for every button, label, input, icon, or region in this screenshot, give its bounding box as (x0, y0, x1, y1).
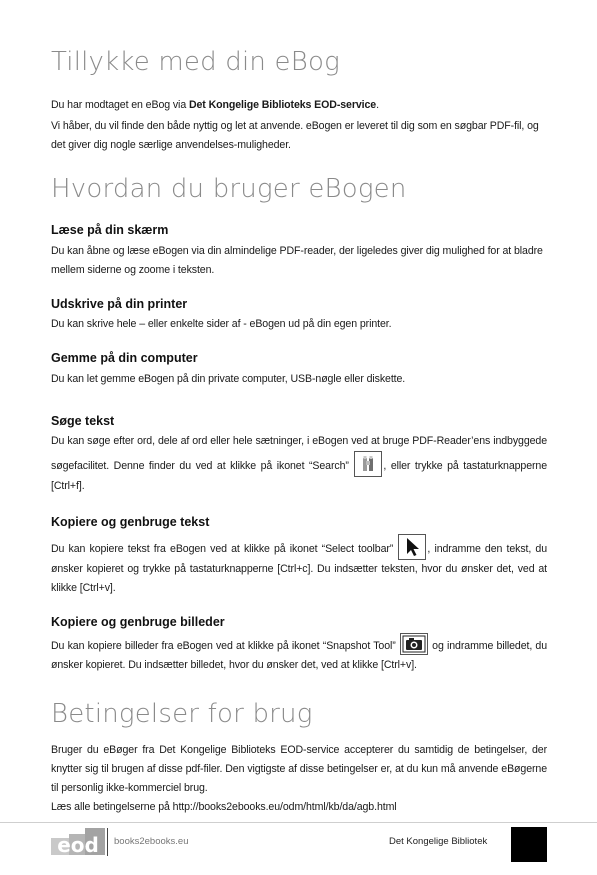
section-text-read: Du kan åbne og læse eBogen via din almindelige PDF-reader, der ligeledes giver dig mulighed for at bladre mellem siderne og zoome i teksten. (51, 245, 543, 276)
section-text-copy-images (51, 633, 547, 675)
terms-link-line[interactable]: Læs alle betingelserne på http://books2ebooks.eu/odm/html/kb/da/agb.html (51, 801, 397, 813)
copy-text-a: Du kan kopiere tekst fra eBogen ved at klikke på ikonet “Select toolbar” (51, 543, 394, 555)
heading-terms: Betingelser for brug (51, 699, 313, 729)
search-text-a: Du kan søge efter ord, dele af ord eller hele sætninger, i eBogen ved at bruge PDF-Reader’ens indbyggede søgefacilitet. Denne finder du ved at klikke på ikonet “Search” (51, 435, 547, 472)
intro-suffix: . (376, 99, 379, 111)
search-icon[interactable] (354, 451, 382, 477)
copy-image-text-a: Du kan kopiere billeder fra eBogen ved at klikke på ikonet “Snapshot Tool” (51, 640, 396, 652)
section-title-save: Gemme på din computer (51, 351, 198, 365)
intro-prefix: Du har modtaget en eBog via (51, 99, 189, 111)
section-title-copy-text: Kopiere og genbruge tekst (51, 515, 210, 529)
svg-text:eod: eod (57, 833, 99, 857)
footer-rule (0, 822, 597, 823)
section-title-search: Søge tekst (51, 414, 115, 428)
heading-how-to-use: Hvordan du bruger eBogen (51, 174, 407, 204)
section-title-copy-images: Kopiere og genbruge billeder (51, 615, 225, 629)
heading-congratulations: Tillykke med din eBog (51, 47, 340, 77)
copy-image-text-b: og indramme billedet, du ønsker kopieret. Du indsætter billedet, hvor du ønsker det, ved at klikke [Ctrl+v]. (51, 640, 548, 671)
section-text-copy-text (51, 534, 547, 598)
intro-service-name: Det Kongelige Biblioteks EOD-service (188, 99, 377, 111)
search-text-b: , eller trykke på tastaturknapperne [Ctrl+f]. (51, 460, 547, 492)
terms-paragraph: Bruger du eBøger fra Det Kongelige Biblioteks EOD-service accepterer du samtidig de betingelser, der knytter sig til brugen af disse pdf-filer. Den vigtigste af disse betingelser er, at du kun må anvende eBøgerne til personlig ikke-kommerciel brug. (51, 744, 547, 794)
section-text-search (51, 432, 547, 496)
intro-paragraph: Vi håber, du vil finde den både nyttig og let at anvende. eBogen er leveret til dig som en søgbar PDF-fil, og det giver dig nogle særlige anvendelses-muligheder. (51, 120, 539, 151)
copy-text-b: , indramme den tekst, du ønsker kopieret og trykke på tastaturknapperne [Ctrl+c]. Du indsætter teksten, hvor du ønsker det, ved at klikke [Ctrl+v]. (51, 543, 547, 594)
select-tool-icon[interactable] (398, 534, 426, 560)
section-title-print: Udskrive på din printer (51, 297, 188, 311)
eod-logo (51, 826, 105, 858)
footer-library-name: Det Kongelige Bibliotek (389, 836, 488, 847)
section-text-print: Du kan skrive hele – eller enkelte sider af - eBogen ud på din egen printer. (51, 318, 392, 330)
footer-site-link[interactable]: books2ebooks.eu (114, 836, 189, 847)
section-text-save: Du kan let gemme eBogen på din private computer, USB-nøgle eller diskette. (51, 373, 406, 385)
footer-divider (107, 828, 108, 856)
intro-line-1 (51, 96, 547, 115)
section-title-read: Læse på din skærm (51, 223, 169, 237)
footer-black-block (511, 827, 547, 862)
snapshot-camera-icon[interactable] (400, 633, 428, 655)
